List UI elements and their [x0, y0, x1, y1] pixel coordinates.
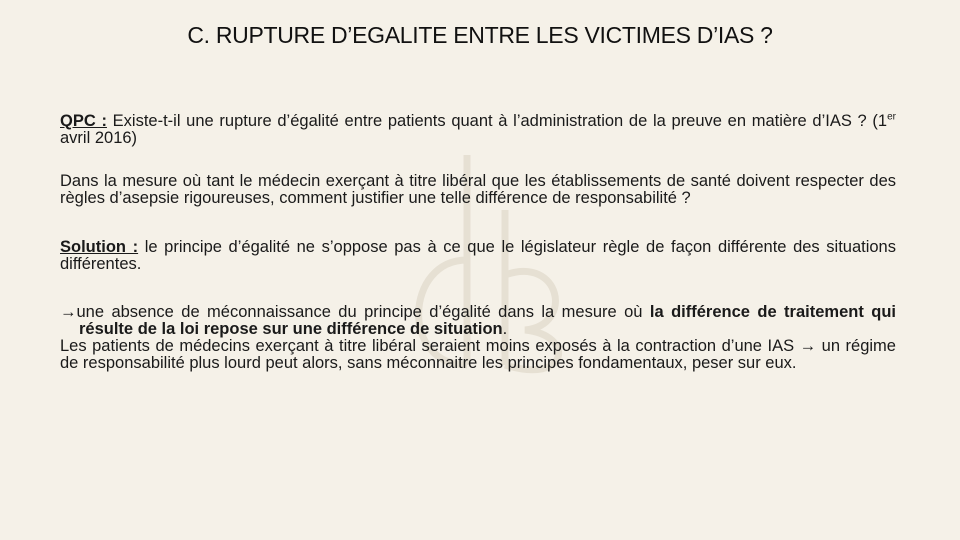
solution-paragraph [60, 239, 896, 273]
qpc-paragraph [60, 113, 896, 147]
conclusion-paragraph [60, 304, 896, 338]
question-paragraph: Dans la mesure où tant le médecin exerçant à titre libéral que les établissements de santé doivent respecter des règles d’asepsie rigoureuses, comment justifier une telle différence de responsabilité ? [60, 172, 896, 207]
arrow-icon: → [799, 337, 817, 355]
qpc-text-end: avril 2016) [60, 129, 138, 147]
final-text-end: un régime de responsabilité plus lourd peut alors, sans méconnaitre les principes fondamentaux, peser sur eux. [60, 337, 896, 372]
page-title: C. RUPTURE D’EGALITE ENTRE LES VICTIMES D’IAS ? [187, 22, 773, 48]
qpc-superscript: er [887, 111, 896, 123]
qpc-text: Existe-t-il une rupture d’égalité entre patients quant à l’administration de la preuve en matière d’IAS ? (1 [106, 112, 888, 130]
final-paragraph [60, 338, 896, 372]
conclusion-bold-text: la différence de traitement qui résulte de la loi repose sur une différence de situation [79, 303, 896, 338]
qpc-label: QPC : [60, 112, 107, 130]
arrow-icon: → [60, 303, 77, 321]
final-text: Les patients de médecins exerçant à titre libéral seraient moins exposés à la contraction d’une IAS [60, 337, 800, 355]
conclusion-end: . [502, 320, 508, 338]
solution-label: Solution : [60, 238, 139, 256]
conclusion-text: une absence de méconnaissance du principe d’égalité dans la mesure où [76, 303, 650, 321]
slide-body [60, 113, 896, 372]
solution-text: le principe d’égalité ne s’oppose pas à ce que le législateur règle de façon différente des situations différentes. [60, 238, 896, 273]
